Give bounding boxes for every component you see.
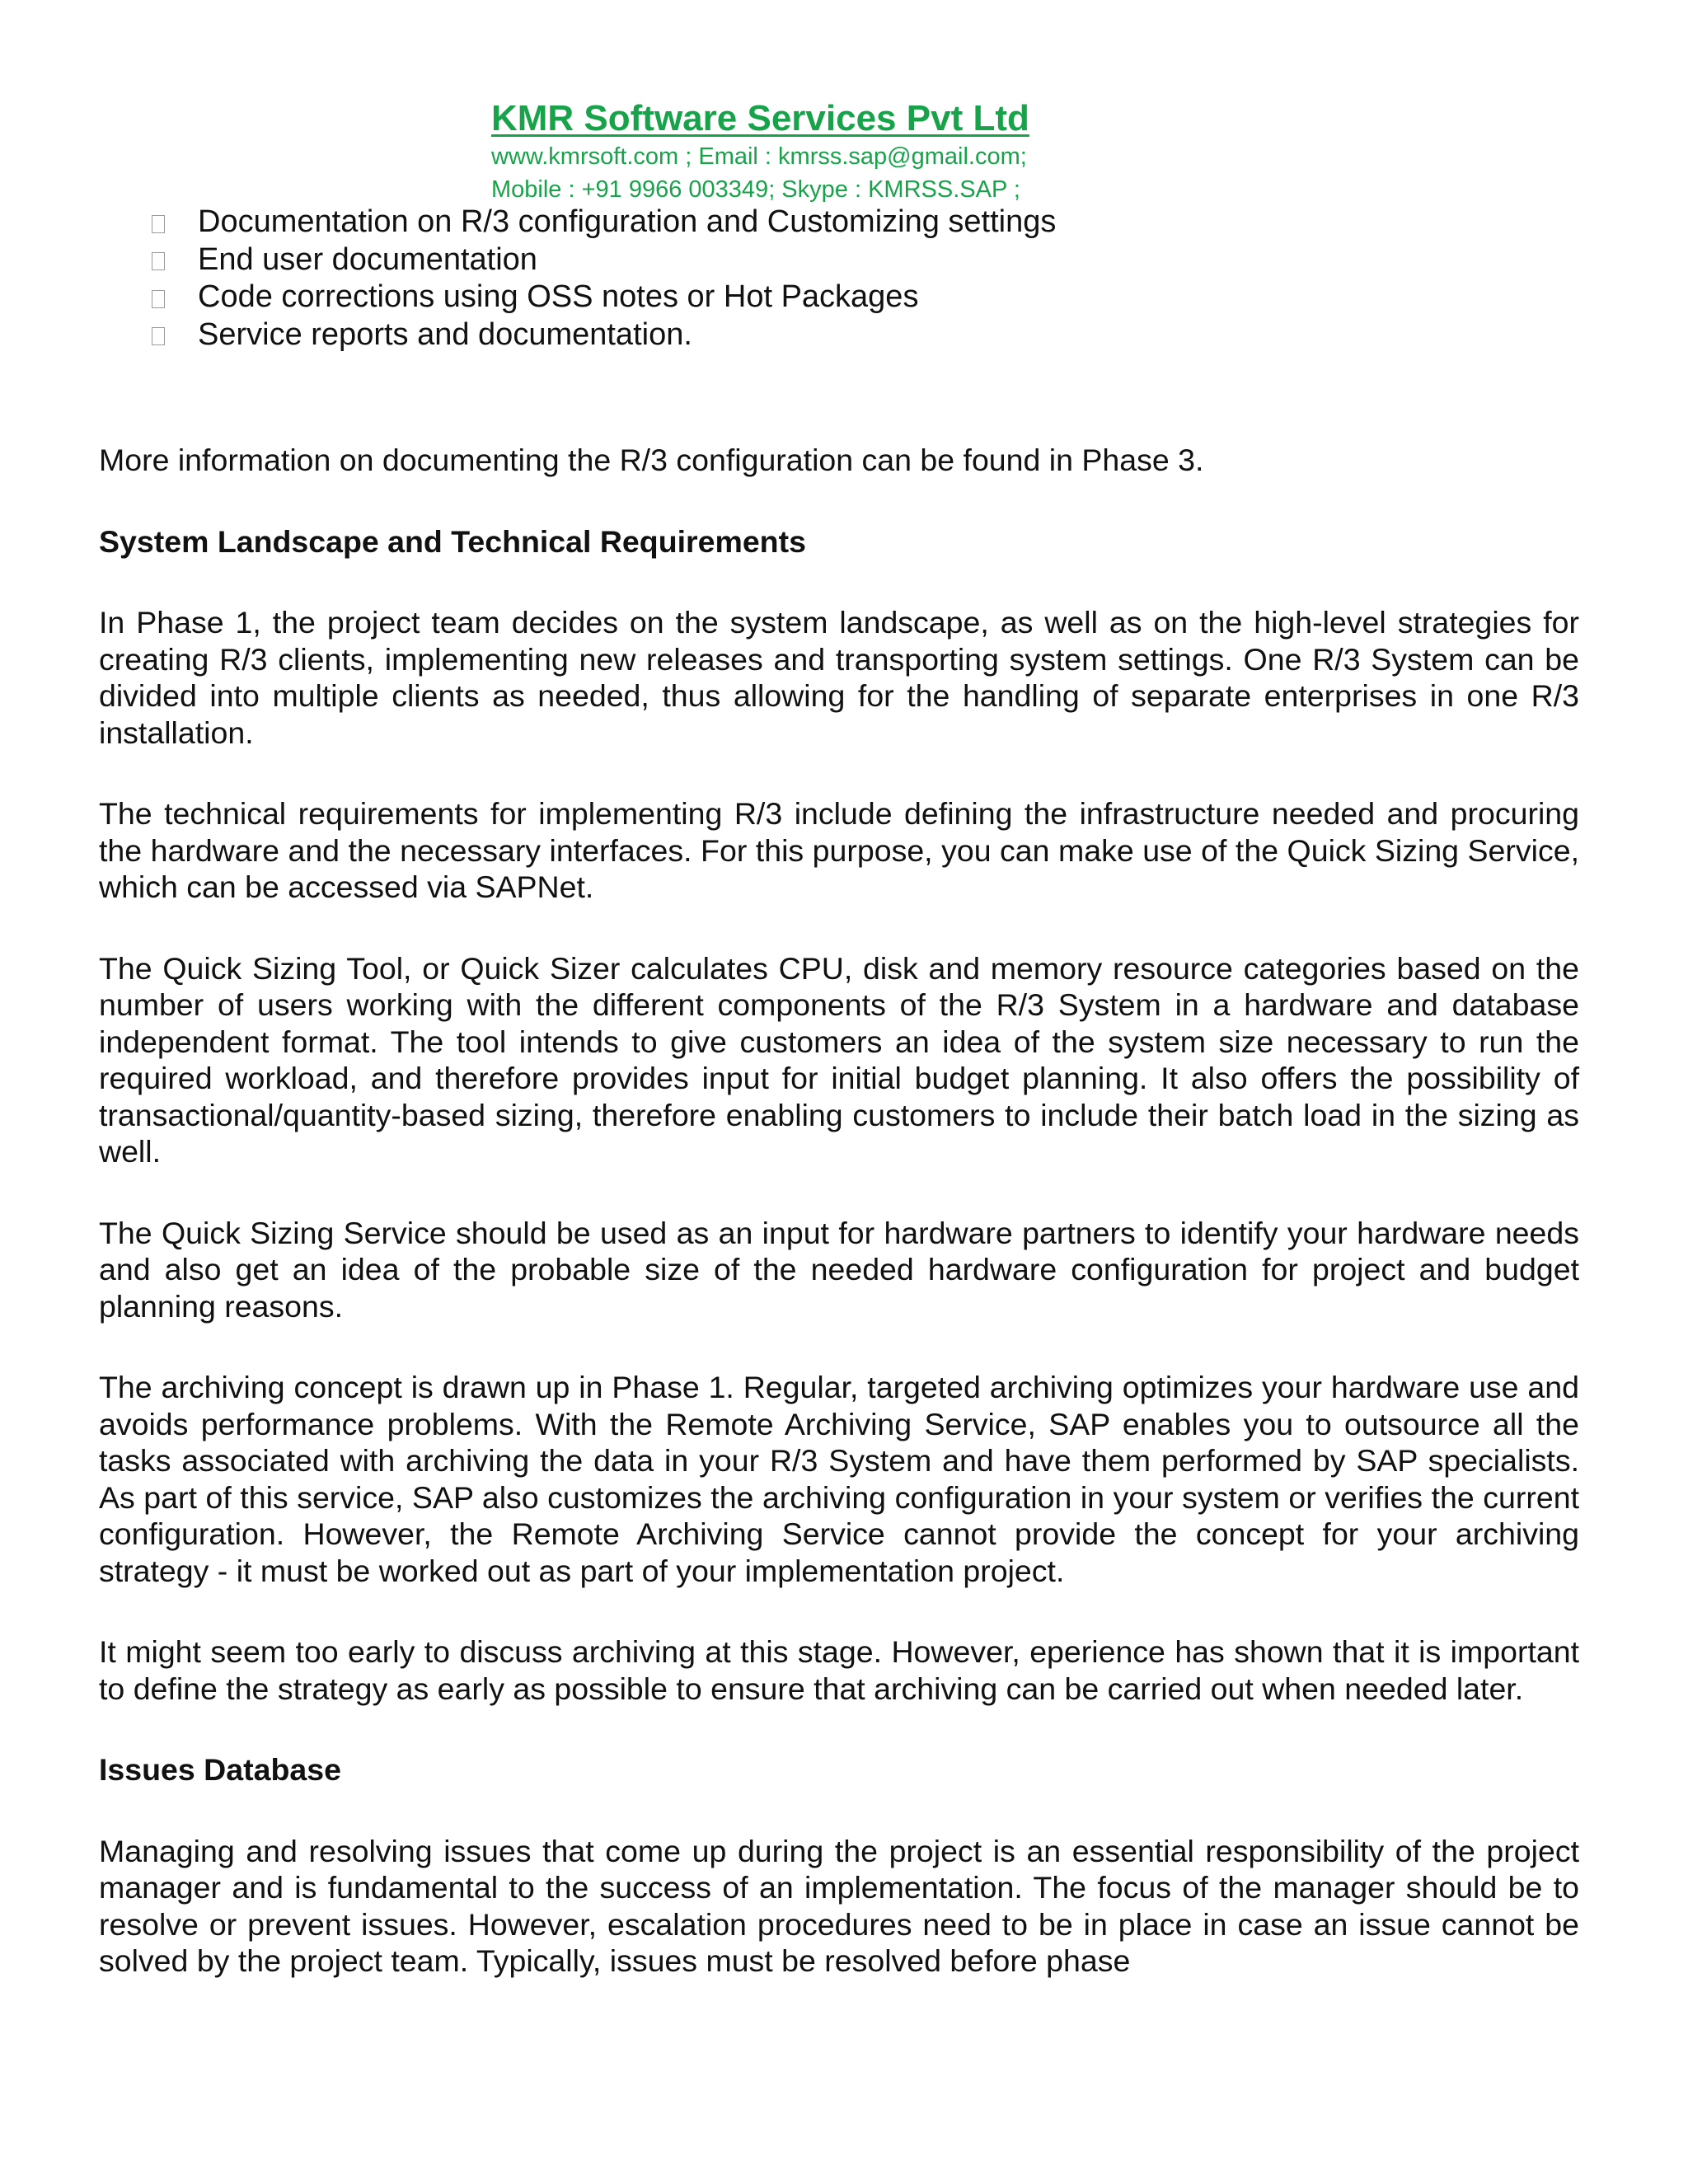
contact-web-email: www.kmrsoft.com ; Email : kmrss.sap@gmail.com; (491, 143, 1027, 170)
document-body (99, 442, 1579, 1980)
bullet-box-icon (152, 215, 165, 233)
list-item-text: Documentation on R/3 configuration and Customizing settings (198, 204, 1057, 239)
letterhead (491, 97, 1151, 206)
paragraph-quick-sizer: The Quick Sizing Tool, or Quick Sizer calculates CPU, disk and memory resource categories based on the number of users working with the different components of the R/3 System in a hardware and database independent format. The tool intends to give customers an idea of the system size necessary to run the required workload, and therefore provides input for initial budget planning. It also offers the possibility of transactional/quantity-based sizing, therefore enabling customers to include their batch load in the sizing as well. (99, 950, 1579, 1169)
intro-paragraph: More information on documenting the R/3 configuration can be found in Phase 3. (99, 443, 1204, 477)
paragraph-archiving-concept: The archiving concept is drawn up in Phase 1. Regular, targeted archiving optimizes your hardware use and avoids performance problems. With the Remote Archiving Service, SAP enables you to outsource all the tasks associated with archiving the data in your R/3 System and have them performed by SAP specialists. As part of this service, SAP also customizes the archiving configuration in your system or verifies the current configuration. However, the Remote Archiving Service cannot provide the concept for your archiving strategy - it must be worked out as part of your implementation project. (99, 1370, 1579, 1588)
list-item (152, 204, 1056, 241)
paragraph-issues-management: Managing and resolving issues that come up during the project is an essential responsibility of the project manager and is fundamental to the success of an implementation. The focus of the manager should be to resolve or prevent issues. However, escalation procedures need to be in place in case an issue cannot be solved by the project team. Typically, issues must be resolved before phase (99, 1833, 1579, 1978)
list-item-text: Code corrections using OSS notes or Hot Packages (198, 279, 919, 314)
list-item-text: Service reports and documentation. (198, 316, 692, 352)
contact-phone-skype: Mobile : +91 9966 003349; Skype : KMRSS.SAP ; (491, 176, 1020, 203)
company-name: KMR Software Services Pvt Ltd (491, 98, 1029, 138)
paragraph-phase1-landscape: In Phase 1, the project team decides on the system landscape, as well as on the high-level strategies for creating R/3 clients, implementing new releases and transporting system settings. One R/3 System can be divided into multiple clients as needed, thus allowing for the handling of separate enterprises in one R/3 installation. (99, 605, 1579, 750)
section-heading-system-landscape: System Landscape and Technical Requirements (99, 523, 806, 559)
paragraph-quick-sizing-service: The Quick Sizing Service should be used as an input for hardware partners to identify your hardware needs and also get an idea of the probable size of the needed hardware configuration for project and budget planning reasons. (99, 1215, 1579, 1324)
deliverables-list (152, 204, 1056, 354)
bullet-box-icon (152, 252, 165, 270)
list-item (152, 316, 1056, 354)
list-item-text: End user documentation (198, 241, 537, 277)
paragraph-archiving-timing: It might seem too early to discuss archiving at this stage. However, eperience has shown that it is important to define the strategy as early as possible to ensure that archiving can be carried out when needed later. (99, 1634, 1579, 1706)
bullet-box-icon (152, 327, 165, 345)
bullet-box-icon (152, 290, 165, 308)
list-item (152, 279, 1056, 316)
list-item (152, 241, 1056, 279)
section-heading-issues-database: Issues Database (99, 1752, 341, 1787)
paragraph-technical-requirements: The technical requirements for implementing R/3 include defining the infrastructure needed and procuring the hardware and the necessary interfaces. For this purpose, you can make use of the Quick Sizing Service, which can be accessed via SAPNet. (99, 796, 1579, 904)
